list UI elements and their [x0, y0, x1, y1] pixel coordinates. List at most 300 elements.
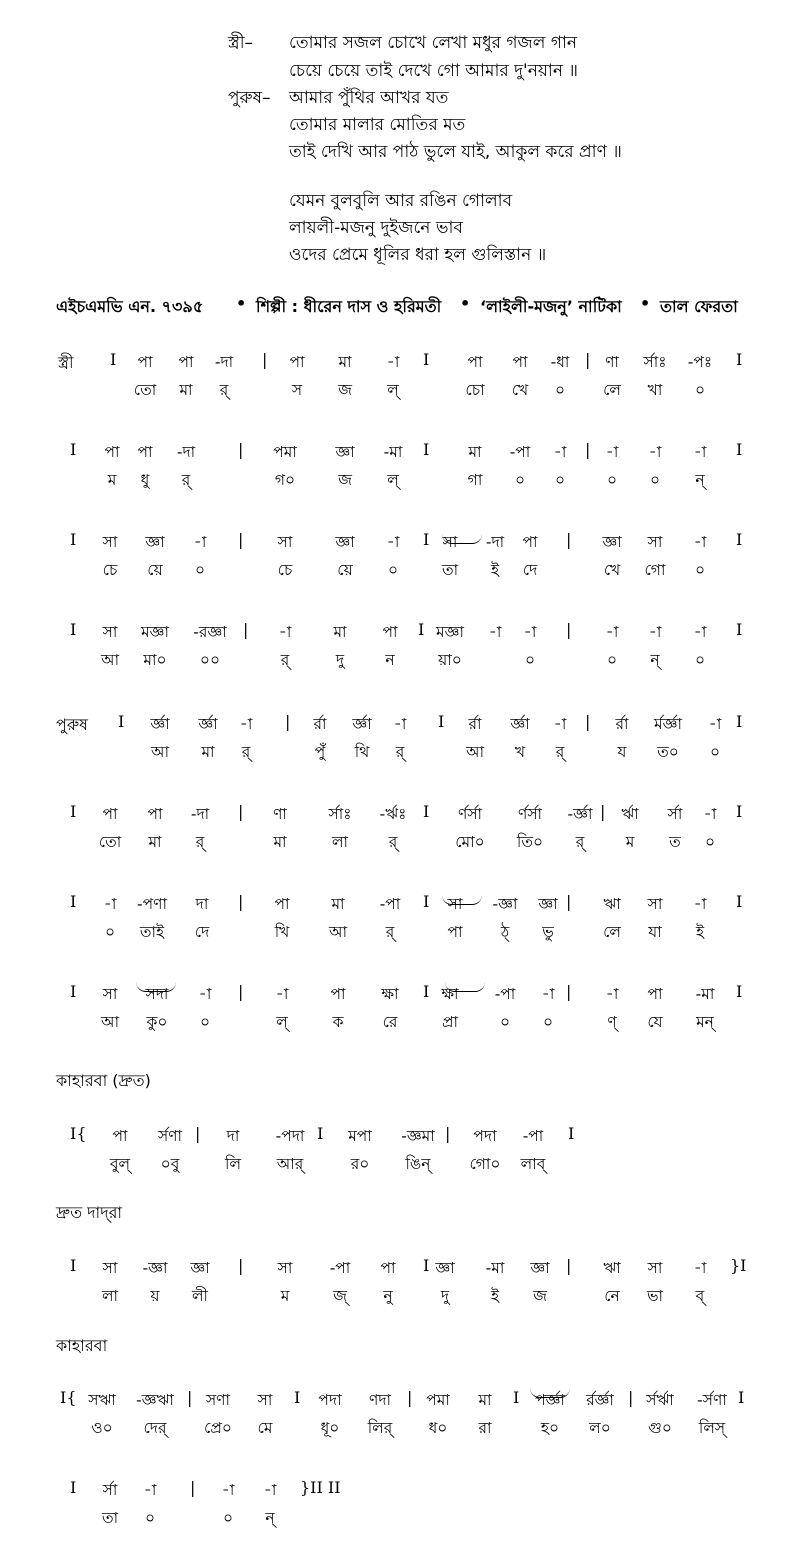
lyric-singer-stri: স্ত্রী–	[228, 33, 254, 53]
beat-divider: |	[445, 1124, 451, 1143]
lyric-syllable: খি	[274, 923, 290, 941]
bar-line: I	[317, 1124, 324, 1143]
bar-line: I	[736, 440, 743, 459]
swara-note: র্সাঃ	[328, 805, 352, 823]
bar-line: I	[70, 440, 77, 459]
lyric-syllable: আ	[465, 743, 485, 761]
lyric-syllable: গো	[644, 561, 666, 579]
bar-line: I	[423, 440, 430, 459]
swara-note: র্সাঃ	[643, 353, 667, 371]
swara-note: -পা	[494, 985, 516, 1003]
swara-note: জ্ঞা	[190, 1259, 210, 1277]
swara-note: জ্ঞা	[335, 533, 355, 551]
lyric-syllable: ই	[695, 923, 705, 941]
lyric-syllable: খে	[511, 381, 529, 399]
lyric-syllable: ন	[385, 651, 395, 669]
bar-line: I	[736, 892, 743, 911]
lyric-line: তোমার মালার মোতির মত	[289, 115, 466, 135]
swara-note: -া	[198, 985, 212, 1003]
swara-note: -রজ্ঞা	[193, 623, 227, 641]
bullet: •	[236, 294, 247, 313]
swara-note: সা	[257, 1391, 273, 1409]
swara-note: র্জ্ঞা	[352, 715, 372, 733]
lyric-syllable: র্	[388, 833, 398, 851]
swara-note: পমা	[273, 443, 297, 461]
bar-line: I	[736, 620, 743, 639]
swara-note: -া	[386, 533, 400, 551]
lyric-syllable: য়	[150, 1287, 160, 1305]
lyric-line: চেয়ে চেয়ে তাই দেখে গো আমার দু'নয়ান ॥	[289, 61, 578, 81]
lyric-syllable: গু০	[648, 1419, 672, 1437]
lyric-syllable: ত	[669, 833, 681, 851]
swara-note: সা	[447, 895, 463, 913]
lyric-syllable: কু০	[146, 1013, 168, 1031]
swara-note: -পণা	[137, 895, 167, 913]
beat-divider: |	[566, 530, 572, 549]
lyric-syllable: ধ০	[428, 1419, 448, 1437]
swara-note: -া	[648, 623, 662, 641]
swara-note: সঋা	[88, 1391, 116, 1409]
lyric-syllable: থি	[354, 743, 370, 761]
lyric-syllable: লাব্	[520, 1155, 546, 1173]
bar-line: I	[736, 982, 743, 1001]
lyric-syllable: চো	[465, 381, 485, 399]
swara-note: সা	[647, 1259, 663, 1277]
swara-note: জ্ঞা	[530, 1259, 550, 1277]
swara-note: পা	[178, 353, 194, 371]
bar-line: I	[423, 530, 430, 549]
lyric-syllable: ন্	[265, 1509, 275, 1527]
slur-mark	[445, 982, 485, 992]
lyric-syllable: ধু	[140, 471, 150, 489]
slur-mark	[442, 534, 482, 544]
swara-note: মজ্ঞা	[436, 623, 464, 641]
swara-note: র্মর্জ্ঞা	[654, 715, 682, 733]
lyric-syllable: ক	[332, 1013, 344, 1031]
swara-note: পর্জ্ঞা	[535, 1391, 565, 1409]
lyric-syllable: ম	[107, 471, 117, 489]
lyric-syllable: জ	[338, 471, 352, 489]
bullet: •	[460, 294, 471, 313]
bar-line: I	[423, 802, 430, 821]
beat-divider: |	[628, 1388, 634, 1407]
bar-line: I	[438, 712, 445, 731]
swara-note: -া	[523, 623, 537, 641]
drama-title: ‘লাইলী-মজনু’ নাটিকা	[480, 297, 622, 316]
swara-note: ঋা	[603, 895, 621, 913]
swara-note: র্সা	[102, 1481, 118, 1499]
lyric-syllable: গা	[467, 471, 483, 489]
lyric-syllable: জ	[533, 1287, 547, 1305]
lyric-syllable: খ	[514, 743, 526, 761]
lyric-syllable: লে	[603, 381, 621, 399]
lyric-syllable: ঙিন্	[405, 1155, 431, 1173]
swara-note: র্জ্ঞা	[150, 715, 170, 733]
swara-note: পা	[112, 1127, 128, 1145]
lyric-syllable: য়ে	[147, 561, 163, 579]
lyric-syllable: ল০	[589, 1419, 611, 1437]
bar-line: I{	[70, 1124, 87, 1143]
lyric-syllable: লা	[101, 1287, 119, 1305]
swara-note: -া	[221, 1481, 235, 1499]
lyric-syllable: ভা	[646, 1287, 664, 1305]
lyric-syllable: আর্	[276, 1155, 304, 1173]
swara-note: -দা	[485, 533, 505, 551]
bar-line: I	[423, 892, 430, 911]
swara-note: -া	[648, 443, 662, 461]
lyric-syllable: ০	[554, 381, 566, 399]
lyric-syllable: ০	[524, 651, 536, 669]
swara-note: -া	[693, 1259, 707, 1277]
swara-note: -জ্ঞা	[142, 1259, 168, 1277]
swara-note: জ্ঞা	[335, 443, 355, 461]
lyric-syllable: র্	[219, 381, 229, 399]
beat-divider: |	[243, 620, 249, 639]
lyric-syllable: ঠ্	[500, 923, 510, 941]
swara-note: জ্ঞা	[602, 533, 622, 551]
lyric-syllable: মা	[201, 743, 215, 761]
swara-note: -া	[103, 895, 117, 913]
swara-note: র্সণা	[157, 1127, 183, 1145]
swara-note: সা	[102, 985, 118, 1003]
swara-note: মা	[468, 443, 482, 461]
lyric-syllable: জ	[338, 381, 352, 399]
lyric-syllable: লা	[331, 833, 349, 851]
lyric-syllable: গো০	[469, 1155, 501, 1173]
lyric-syllable: ০	[694, 651, 706, 669]
lyric-syllable: ০	[542, 1013, 554, 1031]
beat-divider: |	[566, 1256, 572, 1275]
bar-line: I	[423, 350, 430, 369]
swara-note: জ্ঞা	[538, 895, 558, 913]
swara-note: -া	[693, 443, 707, 461]
lyric-syllable: মা	[179, 381, 193, 399]
swara-note: দা	[226, 1127, 240, 1145]
lyric-syllable: ন্	[695, 471, 705, 489]
lyric-syllable: চে	[277, 561, 293, 579]
swara-note: পা	[137, 443, 153, 461]
lyric-syllable: মে	[257, 1419, 273, 1437]
swara-note: -া	[541, 985, 555, 1003]
lyric-syllable: চে	[102, 561, 118, 579]
beat-divider: |	[238, 530, 244, 549]
swara-note: মা	[331, 895, 345, 913]
beat-divider: |	[585, 350, 591, 369]
lyric-syllable: ও০	[91, 1419, 113, 1437]
lyric-syllable: র্	[241, 743, 251, 761]
swara-note: -মা	[695, 985, 715, 1003]
beat-divider: |	[585, 440, 591, 459]
lyric-syllable: ণ্	[607, 1013, 617, 1031]
swara-note: র্রা	[468, 715, 482, 733]
lyric-syllable: ম	[280, 1287, 290, 1305]
bar-line: I	[70, 620, 77, 639]
artist-credit: শিল্পী : ধীরেন দাস ও হরিমতী	[256, 297, 442, 316]
lyric-syllable: র্	[555, 743, 565, 761]
beat-divider: |	[566, 892, 572, 911]
lyric-syllable: ল্	[276, 1013, 288, 1031]
lyric-syllable: লির্	[367, 1419, 393, 1437]
swara-note: -া	[553, 443, 567, 461]
lyric-syllable: নে	[604, 1287, 620, 1305]
lyric-line: যেমন বুলবুলি আর রঙিন গোলাব	[289, 191, 513, 211]
lyric-syllable: যা	[648, 923, 662, 941]
swara-note: -া	[263, 1481, 277, 1499]
swara-note: -ধা	[550, 353, 570, 371]
beat-divider: |	[238, 982, 244, 1001]
beat-divider: |	[600, 802, 606, 821]
swara-note: র্ণর্সা	[457, 805, 483, 823]
bar-line: I	[736, 530, 743, 549]
swara-note: -র্সণা	[697, 1391, 727, 1409]
slur-mark	[530, 1388, 570, 1398]
bar-line: I	[423, 982, 430, 1001]
swara-note: র্জ্ঞা	[510, 715, 530, 733]
notation-singer-purush: পুরুষ	[56, 715, 88, 734]
lyric-syllable: বুল্	[109, 1155, 131, 1173]
swara-note: পা	[522, 533, 538, 551]
lyric-syllable: মা	[273, 833, 287, 851]
lyric-syllable: লী	[192, 1287, 208, 1305]
record-number: এইচএমভি এন. ৭৩৯৫	[56, 297, 204, 316]
swara-note: র্জ্ঞা	[198, 715, 218, 733]
swara-note: -া	[278, 623, 292, 641]
lyric-syllable: রে	[382, 1013, 398, 1031]
lyric-syllable: ০	[222, 1509, 234, 1527]
bar-line: I	[568, 1124, 575, 1143]
swara-note: পা	[147, 805, 163, 823]
swara-note: সা	[442, 533, 458, 551]
lyric-syllable: য়ে	[337, 561, 353, 579]
lyric-syllable: ভু	[542, 923, 554, 941]
beat-divider: |	[238, 892, 244, 911]
lyric-syllable: র্	[280, 651, 290, 669]
lyric-syllable: য়া০	[438, 651, 462, 669]
lyric-syllable: আ	[328, 923, 348, 941]
lyric-syllable: ০	[514, 471, 526, 489]
swara-note: -া	[143, 1481, 157, 1499]
swara-note: মপা	[348, 1127, 372, 1145]
lyric-syllable: ০	[649, 471, 661, 489]
bar-line: I	[736, 350, 743, 369]
swara-note: -পা	[509, 443, 531, 461]
swara-note: সা	[102, 1259, 118, 1277]
bar-line: I	[70, 1478, 77, 1497]
swara-note: -া	[239, 715, 253, 733]
swara-note: পা	[104, 443, 120, 461]
beat-divider: |	[566, 620, 572, 639]
beat-divider: |	[585, 712, 591, 731]
lyric-line: তাই দেখি আর পাঠ ভুলে যাই, আকুল করে প্রাণ ॥	[289, 142, 622, 162]
lyric-syllable: হ০	[540, 1419, 560, 1437]
swara-note: ক্ষা	[381, 985, 399, 1003]
lyric-syllable: পা	[447, 923, 463, 941]
lyric-syllable: খা	[647, 381, 663, 399]
swara-note: -া	[275, 985, 289, 1003]
swara-note: দা	[195, 895, 209, 913]
swara-note: -পঃ	[687, 353, 713, 371]
swara-note: র্সা	[667, 805, 683, 823]
lyric-syllable: দে	[522, 561, 538, 579]
swara-note: -দা	[190, 805, 210, 823]
lyric-syllable: র্	[395, 743, 405, 761]
section-druta-dadra: দ্রুত দাদ্‌রা	[56, 1203, 123, 1222]
lyric-syllable: লে	[603, 923, 621, 941]
swara-note: -া	[488, 623, 502, 641]
beat-divider: |	[187, 1388, 193, 1407]
lyric-syllable: নু	[383, 1287, 393, 1305]
lyric-syllable: ০	[554, 471, 566, 489]
swara-note: সা	[277, 533, 293, 551]
lyric-syllable: আ	[150, 743, 170, 761]
swara-note: পা	[512, 353, 528, 371]
swara-note: পা	[647, 985, 663, 1003]
lyric-syllable: প্রে০	[204, 1419, 232, 1437]
swara-note: মা	[478, 1391, 492, 1409]
lyric-syllable: রা	[478, 1419, 492, 1437]
swara-note: পদা	[473, 1127, 497, 1145]
lyric-syllable: র০	[350, 1155, 370, 1173]
swara-note: জ্ঞা	[435, 1259, 455, 1277]
beat-divider: |	[238, 440, 244, 459]
lyric-syllable: তো	[98, 833, 122, 851]
lyric-syllable: ন্	[650, 651, 660, 669]
lyric-syllable: তাই	[139, 923, 165, 941]
bar-line: I	[70, 892, 77, 911]
notation-singer-stri: স্ত্রী	[58, 353, 74, 372]
swara-note: সা	[102, 623, 118, 641]
lyric-syllable: মা০	[143, 651, 167, 669]
lyric-syllable: ধূ০	[320, 1419, 340, 1437]
bar-line: I{	[60, 1388, 77, 1407]
lyric-syllable: র্	[195, 833, 205, 851]
lyric-syllable: ০	[606, 651, 618, 669]
lyric-syllable: ম	[625, 833, 635, 851]
lyric-syllable: তি০	[516, 833, 544, 851]
swara-note: পদা	[318, 1391, 342, 1409]
bar-line: I	[513, 1388, 520, 1407]
swara-note: র্রা	[615, 715, 629, 733]
lyric-syllable: ০	[694, 561, 706, 579]
swara-note: -া	[605, 623, 619, 641]
swara-note: -পা	[379, 895, 401, 913]
swara-note: -র্জ্ঞা	[567, 805, 593, 823]
lyric-syllable: ০	[694, 381, 706, 399]
lyric-syllable: ই	[490, 561, 500, 579]
lyric-syllable: ত০	[657, 743, 679, 761]
swara-note: ণা	[605, 353, 619, 371]
swara-note: -পদা	[275, 1127, 305, 1145]
lyric-syllable: ব্	[695, 1287, 705, 1305]
lyric-syllable: ০	[387, 561, 399, 579]
swara-note: পা	[137, 353, 153, 371]
bar-line: I	[736, 712, 743, 731]
lyric-line: আমার পুঁথির আখর যত	[289, 88, 449, 108]
swara-note: -া	[693, 623, 707, 641]
lyric-syllable: স	[291, 381, 303, 399]
swara-note: -া	[703, 805, 717, 823]
bar-line: I	[423, 1256, 430, 1275]
swara-note: সা	[647, 895, 663, 913]
lyric-syllable: দের্	[143, 1419, 167, 1437]
lyric-syllable: ০বু	[160, 1155, 180, 1173]
lyric-syllable: ০	[499, 1013, 511, 1031]
lyric-syllable: ল্	[387, 471, 399, 489]
swara-note: পা	[289, 353, 305, 371]
lyric-syllable: তো	[133, 381, 157, 399]
lyric-syllable: ল্	[387, 381, 399, 399]
lyric-syllable: র্	[385, 923, 395, 941]
lyric-syllable: মো০	[455, 833, 485, 851]
lyric-syllable: আ	[100, 651, 120, 669]
swara-note: -া	[393, 715, 407, 733]
swara-note: -মা	[383, 443, 403, 461]
swara-note: জ্ঞা	[145, 533, 165, 551]
swara-note: -জ্ঞমা	[401, 1127, 435, 1145]
swara-note: -জ্ঞঋা	[136, 1391, 174, 1409]
swara-note: সা	[102, 533, 118, 551]
lyric-line: ওদের প্রেমে ধূলির ধরা হল গুলিস্তান ॥	[289, 245, 547, 265]
bar-line: }II II	[300, 1478, 341, 1497]
swara-note: ক্ষা	[441, 985, 459, 1003]
bar-line: I	[418, 620, 425, 639]
lyric-syllable: ০	[144, 1509, 156, 1527]
beat-divider: |	[238, 802, 244, 821]
bar-line: I	[70, 802, 77, 821]
bullet: •	[640, 294, 651, 313]
swara-note: মা	[338, 353, 352, 371]
lyric-syllable: য	[617, 743, 627, 761]
lyric-syllable: লি	[225, 1155, 241, 1173]
swara-note: ণা	[273, 805, 287, 823]
section-kaharba: কাহারবা	[56, 1336, 108, 1355]
bar-line: }I	[730, 1256, 747, 1275]
lyric-syllable: যে	[647, 1013, 663, 1031]
bar-line: I	[738, 1388, 745, 1407]
swara-note: ণদা	[368, 1391, 392, 1409]
lyric-syllable: র্	[575, 833, 585, 851]
swara-note: পা	[467, 353, 483, 371]
lyric-syllable: মন্	[696, 1013, 714, 1031]
lyric-syllable: পুঁ	[314, 743, 326, 761]
bar-line: I	[294, 1388, 301, 1407]
lyric-line: তোমার সজল চোখে লেখা মধুর গজল গান	[289, 33, 578, 53]
swara-note: পা	[382, 623, 398, 641]
lyric-syllable: জ্	[333, 1287, 347, 1305]
lyric-singer-purush: পুরুষ–	[228, 88, 271, 108]
beat-divider: |	[238, 1256, 244, 1275]
lyric-syllable: দু	[440, 1287, 450, 1305]
beat-divider: |	[407, 1388, 413, 1407]
lyric-syllable: র্	[181, 471, 191, 489]
beat-divider: |	[285, 712, 291, 731]
swara-note: পা	[274, 895, 290, 913]
swara-note: -পা	[522, 1127, 544, 1145]
lyric-syllable: ০	[709, 743, 721, 761]
swara-note: সদা	[145, 985, 169, 1003]
swara-note: -া	[708, 715, 722, 733]
swara-note: পমা	[426, 1391, 450, 1409]
lyric-syllable: ই	[490, 1287, 500, 1305]
lyric-syllable: গ০	[274, 471, 296, 489]
lyric-syllable: ০	[199, 1013, 211, 1031]
swara-note: সা	[277, 1259, 293, 1277]
swara-note: র্রর্জ্ঞা	[586, 1391, 614, 1409]
lyric-syllable: আ	[100, 1013, 120, 1031]
swara-note: -া	[693, 895, 707, 913]
bar-line: I	[70, 1256, 77, 1275]
bar-line: I	[736, 802, 743, 821]
